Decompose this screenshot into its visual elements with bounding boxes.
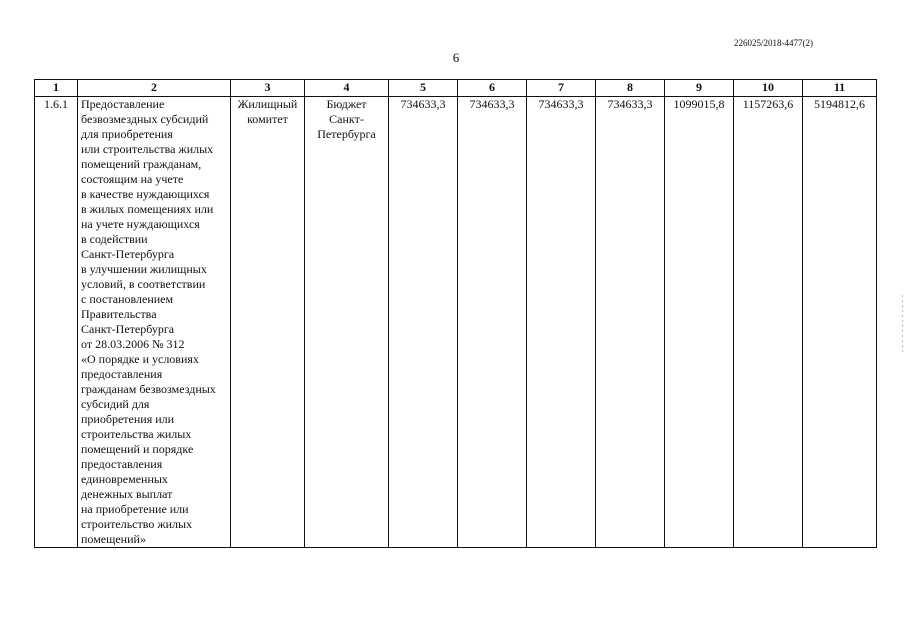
value-cell-col9: 1099015,8 (665, 97, 734, 548)
table-row (35, 97, 877, 548)
measure-name-line: Санкт-Петербурга (81, 322, 175, 336)
value-cell-col10: 1157263,6 (734, 97, 803, 548)
measure-name-line: в качестве нуждающихся (81, 187, 210, 201)
measure-name-line: Правительства (81, 307, 157, 321)
page-number: 6 (452, 50, 460, 65)
column-header-3: 3 (231, 80, 305, 97)
column-header-4: 4 (305, 80, 389, 97)
measure-name-line: безвозмездных субсидий (81, 112, 209, 126)
measure-name-line: помещений и порядке (81, 442, 194, 456)
measure-name-line: строительства жилых (81, 427, 192, 441)
measure-name-line: или строительства жилых (81, 142, 214, 156)
measure-name-line: для приобретения (81, 127, 173, 141)
measure-name-line: помещений гражданам, (81, 157, 202, 171)
measure-name-line: условий, в соответствии (81, 277, 206, 291)
header-row (35, 80, 877, 97)
funding-source-cell (305, 97, 389, 548)
measure-name-line: на учете нуждающихся (81, 217, 200, 231)
program-table (34, 79, 877, 548)
funding-source-line: Бюджет (326, 97, 367, 111)
column-header-7: 7 (527, 80, 596, 97)
document-id: 226025/2018-4477(2) (734, 38, 813, 48)
executor-line: комитет (247, 112, 288, 126)
column-header-8: 8 (596, 80, 665, 97)
value-cell-col6: 734633,3 (458, 97, 527, 548)
measure-name-line: приобретения или (81, 412, 175, 426)
scan-edge-mark (902, 295, 903, 355)
value-cell-col8: 734633,3 (596, 97, 665, 548)
column-header-5: 5 (389, 80, 458, 97)
measure-name-line: предоставления (81, 457, 163, 471)
funding-source-line: Петербурга (317, 127, 376, 141)
value-cell-col11: 5194812,6 (803, 97, 877, 548)
funding-source-line: Санкт- (329, 112, 364, 126)
measure-name-line: на приобретение или (81, 502, 189, 516)
column-header-11: 11 (803, 80, 877, 97)
measure-name-line: от 28.03.2006 № 312 (81, 337, 185, 351)
column-header-6: 6 (458, 80, 527, 97)
measure-name-line: «О порядке и условиях (81, 352, 199, 366)
measure-name-line: с постановлением (81, 292, 174, 306)
measure-name-line: Санкт-Петербурга (81, 247, 175, 261)
executor-cell (231, 97, 305, 548)
measure-name-line: гражданам безвозмездных (81, 382, 216, 396)
measure-name-line: предоставления (81, 367, 163, 381)
column-header-10: 10 (734, 80, 803, 97)
measure-name-line: строительство жилых (81, 517, 193, 531)
measure-name-line: в жилых помещениях или (81, 202, 214, 216)
column-header-9: 9 (665, 80, 734, 97)
measure-name-line: помещений» (81, 532, 146, 546)
value-cell-col5: 734633,3 (389, 97, 458, 548)
measure-name-line: денежных выплат (81, 487, 173, 501)
measure-name-line: субсидий для (81, 397, 150, 411)
measure-name-line: в содействии (81, 232, 148, 246)
measure-name (78, 97, 231, 548)
measure-name-line: состоящим на учете (81, 172, 184, 186)
column-header-2: 2 (78, 80, 231, 97)
column-header-1: 1 (35, 80, 78, 97)
measure-name-line: единовременных (81, 472, 168, 486)
measure-name-line: в улучшении жилищных (81, 262, 207, 276)
value-cell-col7: 734633,3 (527, 97, 596, 548)
executor-line: Жилищный (237, 97, 298, 111)
measure-name-line: Предоставление (81, 97, 165, 111)
row-number: 1.6.1 (35, 97, 78, 548)
